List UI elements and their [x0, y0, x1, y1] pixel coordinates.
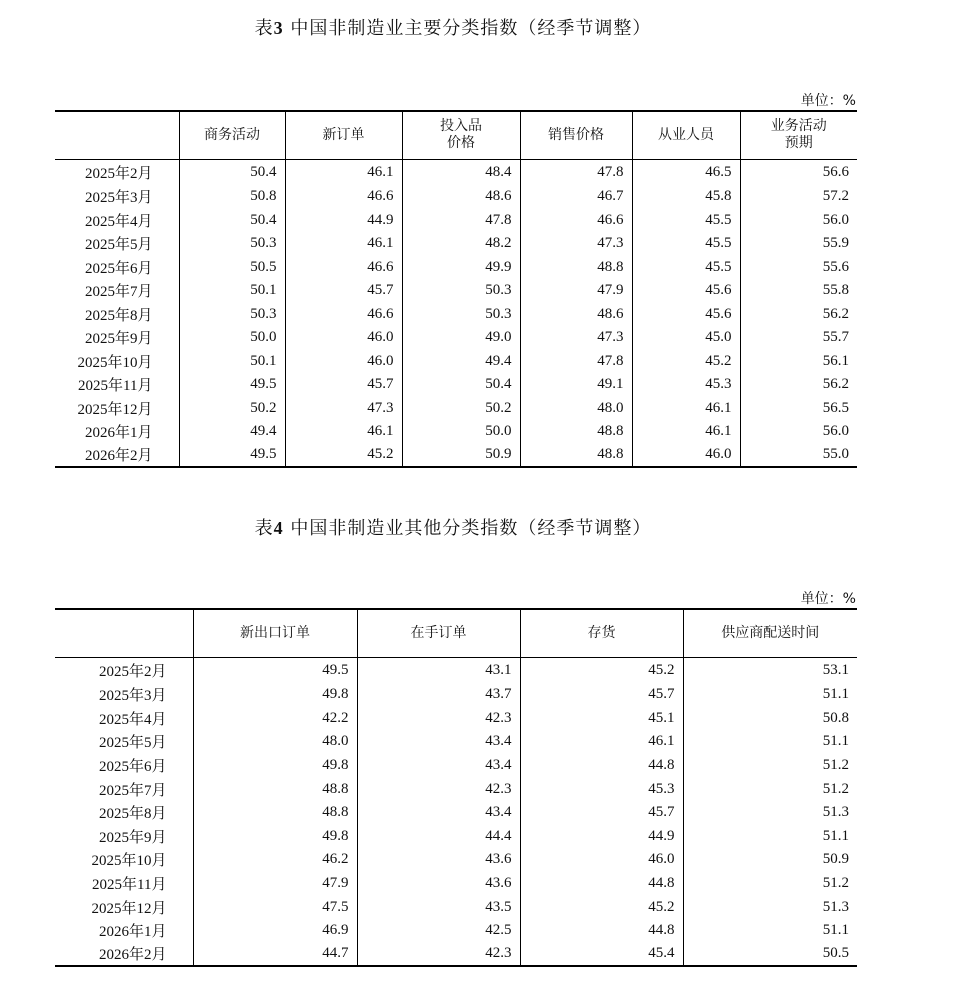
table-cell: 50.1 — [179, 279, 285, 303]
table-cell: 50.4 — [402, 373, 520, 397]
table-cell: 50.0 — [179, 326, 285, 350]
table-cell: 50.9 — [683, 848, 857, 872]
table-row — [55, 350, 857, 374]
table-cell: 42.3 — [357, 707, 520, 731]
table4-header-2: 在手订单 — [357, 609, 520, 657]
table-cell: 56.0 — [740, 420, 857, 444]
table-cell: 51.1 — [683, 683, 857, 707]
table-row — [55, 326, 857, 350]
table-cell: 50.5 — [179, 256, 285, 280]
table-cell: 45.7 — [285, 373, 402, 397]
table-cell: 50.1 — [179, 350, 285, 374]
table-row — [55, 825, 857, 849]
row-month-label: 2026年2月 — [55, 444, 179, 468]
table-cell: 50.4 — [179, 209, 285, 233]
table-cell: 45.2 — [285, 444, 402, 468]
row-month-label: 2025年5月 — [84, 237, 153, 254]
table3-header-5: 从业人员 — [632, 111, 740, 159]
table-cell: 51.2 — [683, 754, 857, 778]
table-cell: 50.2 — [179, 397, 285, 421]
table-row — [55, 444, 857, 468]
table-row — [55, 683, 857, 707]
table-row — [55, 657, 857, 683]
table-cell: 44.4 — [357, 825, 520, 849]
table-cell: 47.8 — [520, 350, 632, 374]
table-cell: 45.8 — [632, 185, 740, 209]
table-cell: 46.6 — [285, 303, 402, 327]
table-cell: 48.6 — [402, 185, 520, 209]
table-cell: 46.1 — [285, 159, 402, 185]
table-cell: 46.9 — [193, 919, 357, 943]
table-cell: 42.2 — [193, 707, 357, 731]
table3-nonmanufacturing-main-indices — [55, 110, 857, 468]
table-cell: 56.2 — [740, 303, 857, 327]
table-cell: 45.7 — [520, 801, 683, 825]
table-cell: 46.0 — [285, 350, 402, 374]
table-cell: 50.3 — [402, 279, 520, 303]
table-cell: 43.6 — [357, 848, 520, 872]
table-cell: 42.3 — [357, 777, 520, 801]
table-row — [55, 303, 857, 327]
table3-title-number: 3 — [273, 18, 284, 38]
table-row — [55, 848, 857, 872]
row-month-label: 2025年9月 — [98, 829, 167, 846]
table-cell: 45.3 — [520, 777, 683, 801]
table-cell: 55.8 — [740, 279, 857, 303]
row-month-label: 2025年10月 — [77, 354, 153, 371]
table-cell: 45.5 — [632, 209, 740, 233]
table-cell: 49.8 — [193, 825, 357, 849]
table-cell: 48.4 — [402, 159, 520, 185]
row-month-label: 2025年11月 — [92, 877, 167, 894]
table3-title-text: 中国非制造业主要分类指数（经季节调整） — [283, 18, 652, 39]
table-cell: 42.3 — [357, 943, 520, 967]
table-cell: 47.3 — [520, 232, 632, 256]
table-row — [55, 185, 857, 209]
table-cell: 49.8 — [193, 754, 357, 778]
row-month-label: 2025年2月 — [84, 165, 153, 182]
table4-nonmanufacturing-other-indices — [55, 608, 857, 967]
table-cell: 57.2 — [740, 185, 857, 209]
table-cell: 45.7 — [520, 683, 683, 707]
table-row — [55, 232, 857, 256]
table-cell: 43.7 — [357, 683, 520, 707]
table-cell: 53.1 — [683, 657, 857, 683]
table-row — [55, 777, 857, 801]
table-cell: 45.4 — [520, 943, 683, 967]
table-cell: 46.6 — [285, 256, 402, 280]
table-cell: 55.6 — [740, 256, 857, 280]
row-month-label: 2025年7月 — [98, 782, 167, 799]
row-month-label: 2025年4月 — [84, 213, 153, 230]
table-cell: 45.2 — [632, 350, 740, 374]
table-cell: 55.9 — [740, 232, 857, 256]
table-cell: 45.7 — [285, 279, 402, 303]
table4-title-prefix: 表 — [254, 518, 274, 539]
table-cell: 49.0 — [402, 326, 520, 350]
table-cell: 46.7 — [520, 185, 632, 209]
row-month-label: 2026年1月 — [84, 425, 153, 442]
table3-header-2: 新订单 — [285, 111, 402, 159]
table3-header-0 — [55, 111, 179, 159]
row-month-label: 2026年1月 — [98, 924, 167, 941]
table-cell: 45.6 — [632, 279, 740, 303]
row-month-label: 2025年6月 — [98, 759, 167, 776]
table-cell: 49.8 — [193, 683, 357, 707]
table4-title — [0, 514, 906, 540]
table-cell: 47.8 — [402, 209, 520, 233]
table4-header-row — [55, 609, 857, 657]
table4-unit: 单位：% — [800, 591, 856, 607]
table-cell: 45.3 — [632, 373, 740, 397]
table-cell: 46.6 — [520, 209, 632, 233]
table3-header-4: 销售价格 — [520, 111, 632, 159]
table-cell: 50.5 — [683, 943, 857, 967]
row-month-label: 2025年3月 — [98, 688, 167, 705]
table4-title-number: 4 — [273, 518, 284, 538]
table-cell: 56.1 — [740, 350, 857, 374]
table-cell: 47.3 — [285, 397, 402, 421]
table-cell: 49.5 — [193, 657, 357, 683]
table-cell: 48.8 — [520, 420, 632, 444]
table-row — [55, 872, 857, 896]
table-cell: 46.1 — [285, 232, 402, 256]
row-month-label: 2025年7月 — [84, 284, 153, 301]
table-cell: 45.5 — [632, 256, 740, 280]
table-cell: 50.9 — [402, 444, 520, 468]
table4-header-0 — [55, 609, 193, 657]
table-cell: 49.4 — [402, 350, 520, 374]
table3-header-6: 业务活动 预期 — [740, 111, 857, 159]
table-cell: 43.6 — [357, 872, 520, 896]
table-cell: 50.3 — [179, 303, 285, 327]
table-cell: 51.1 — [683, 825, 857, 849]
table3-title — [0, 14, 906, 40]
table-cell: 48.8 — [520, 444, 632, 468]
table-cell: 46.1 — [632, 397, 740, 421]
table-row — [55, 420, 857, 444]
table-cell: 50.2 — [402, 397, 520, 421]
table-cell: 47.3 — [520, 326, 632, 350]
table4-header-3: 存货 — [520, 609, 683, 657]
table-row — [55, 730, 857, 754]
table-row — [55, 895, 857, 919]
row-month-label: 2025年3月 — [84, 190, 153, 207]
table-cell: 49.4 — [179, 420, 285, 444]
table-cell: 43.4 — [357, 801, 520, 825]
table-cell: 46.0 — [285, 326, 402, 350]
table4-body — [55, 657, 857, 966]
table-row — [55, 943, 857, 967]
table-cell: 48.0 — [193, 730, 357, 754]
row-month-label: 2026年2月 — [55, 943, 193, 967]
row-month-label: 2025年12月 — [91, 900, 167, 917]
table-cell: 45.0 — [632, 326, 740, 350]
table4-header-1: 新出口订单 — [193, 609, 357, 657]
table-row — [55, 159, 857, 185]
table-cell: 56.5 — [740, 397, 857, 421]
table-cell: 51.1 — [683, 730, 857, 754]
table4-title-text: 中国非制造业其他分类指数（经季节调整） — [283, 518, 652, 539]
table-cell: 44.8 — [520, 919, 683, 943]
table-cell: 55.0 — [740, 444, 857, 468]
table-cell: 43.1 — [357, 657, 520, 683]
table-cell: 46.2 — [193, 848, 357, 872]
row-month-label: 2025年6月 — [84, 260, 153, 277]
table-cell: 44.8 — [520, 754, 683, 778]
row-month-label: 2025年8月 — [84, 307, 153, 324]
row-month-label: 2025年12月 — [77, 401, 153, 418]
table-cell: 56.0 — [740, 209, 857, 233]
table-cell: 48.8 — [520, 256, 632, 280]
table-cell: 44.9 — [285, 209, 402, 233]
table-cell: 48.0 — [520, 397, 632, 421]
table-row — [55, 919, 857, 943]
table-cell: 46.5 — [632, 159, 740, 185]
table-cell: 46.1 — [632, 420, 740, 444]
table-cell: 45.5 — [632, 232, 740, 256]
table-cell: 45.1 — [520, 707, 683, 731]
table-cell: 48.2 — [402, 232, 520, 256]
table-cell: 44.9 — [520, 825, 683, 849]
table3-header-1: 商务活动 — [179, 111, 285, 159]
table-cell: 51.2 — [683, 777, 857, 801]
table-cell: 46.6 — [285, 185, 402, 209]
table-cell: 47.9 — [193, 872, 357, 896]
row-month-label: 2025年10月 — [91, 853, 167, 870]
row-month-label: 2025年4月 — [98, 711, 167, 728]
table-cell: 49.5 — [179, 373, 285, 397]
table-cell: 49.9 — [402, 256, 520, 280]
row-month-label: 2025年5月 — [98, 735, 167, 752]
table-cell: 56.2 — [740, 373, 857, 397]
table-row — [55, 397, 857, 421]
table-cell: 51.3 — [683, 895, 857, 919]
row-month-label: 2025年11月 — [78, 378, 153, 395]
table3-header-3: 投入品 价格 — [402, 111, 520, 159]
table-row — [55, 256, 857, 280]
row-month-label: 2025年2月 — [98, 663, 167, 680]
table-cell: 56.6 — [740, 159, 857, 185]
table3-header-row — [55, 111, 857, 159]
table3-body — [55, 159, 857, 467]
table-cell: 51.1 — [683, 919, 857, 943]
table-cell: 47.8 — [520, 159, 632, 185]
table-row — [55, 707, 857, 731]
table-row — [55, 754, 857, 778]
table3-title-prefix: 表 — [254, 18, 274, 39]
table-cell: 47.5 — [193, 895, 357, 919]
row-month-label: 2025年8月 — [98, 806, 167, 823]
table-cell: 46.0 — [520, 848, 683, 872]
table-cell: 48.8 — [193, 801, 357, 825]
table-row — [55, 279, 857, 303]
table-cell: 50.8 — [683, 707, 857, 731]
row-month-label: 2025年9月 — [84, 331, 153, 348]
table-cell: 55.7 — [740, 326, 857, 350]
table3-unit: 单位：% — [800, 93, 856, 109]
table-cell: 44.7 — [193, 943, 357, 967]
table-cell: 43.4 — [357, 754, 520, 778]
table-cell: 51.2 — [683, 872, 857, 896]
table-cell: 43.4 — [357, 730, 520, 754]
table-cell: 44.8 — [520, 872, 683, 896]
table-cell: 46.0 — [632, 444, 740, 468]
table-cell: 50.3 — [402, 303, 520, 327]
table-cell: 49.5 — [179, 444, 285, 468]
table-row — [55, 209, 857, 233]
table-cell: 48.6 — [520, 303, 632, 327]
table-row — [55, 801, 857, 825]
table-cell: 51.3 — [683, 801, 857, 825]
table-cell: 46.1 — [285, 420, 402, 444]
table-cell: 45.2 — [520, 657, 683, 683]
table-cell: 49.1 — [520, 373, 632, 397]
table-cell: 50.3 — [179, 232, 285, 256]
table-cell: 46.1 — [520, 730, 683, 754]
table-cell: 48.8 — [193, 777, 357, 801]
table-cell: 42.5 — [357, 919, 520, 943]
table-cell: 45.2 — [520, 895, 683, 919]
table-cell: 47.9 — [520, 279, 632, 303]
table-cell: 50.0 — [402, 420, 520, 444]
table-cell: 50.8 — [179, 185, 285, 209]
table-cell: 45.6 — [632, 303, 740, 327]
table-cell: 50.4 — [179, 159, 285, 185]
table4-header-4: 供应商配送时间 — [683, 609, 857, 657]
table-row — [55, 373, 857, 397]
table-cell: 43.5 — [357, 895, 520, 919]
